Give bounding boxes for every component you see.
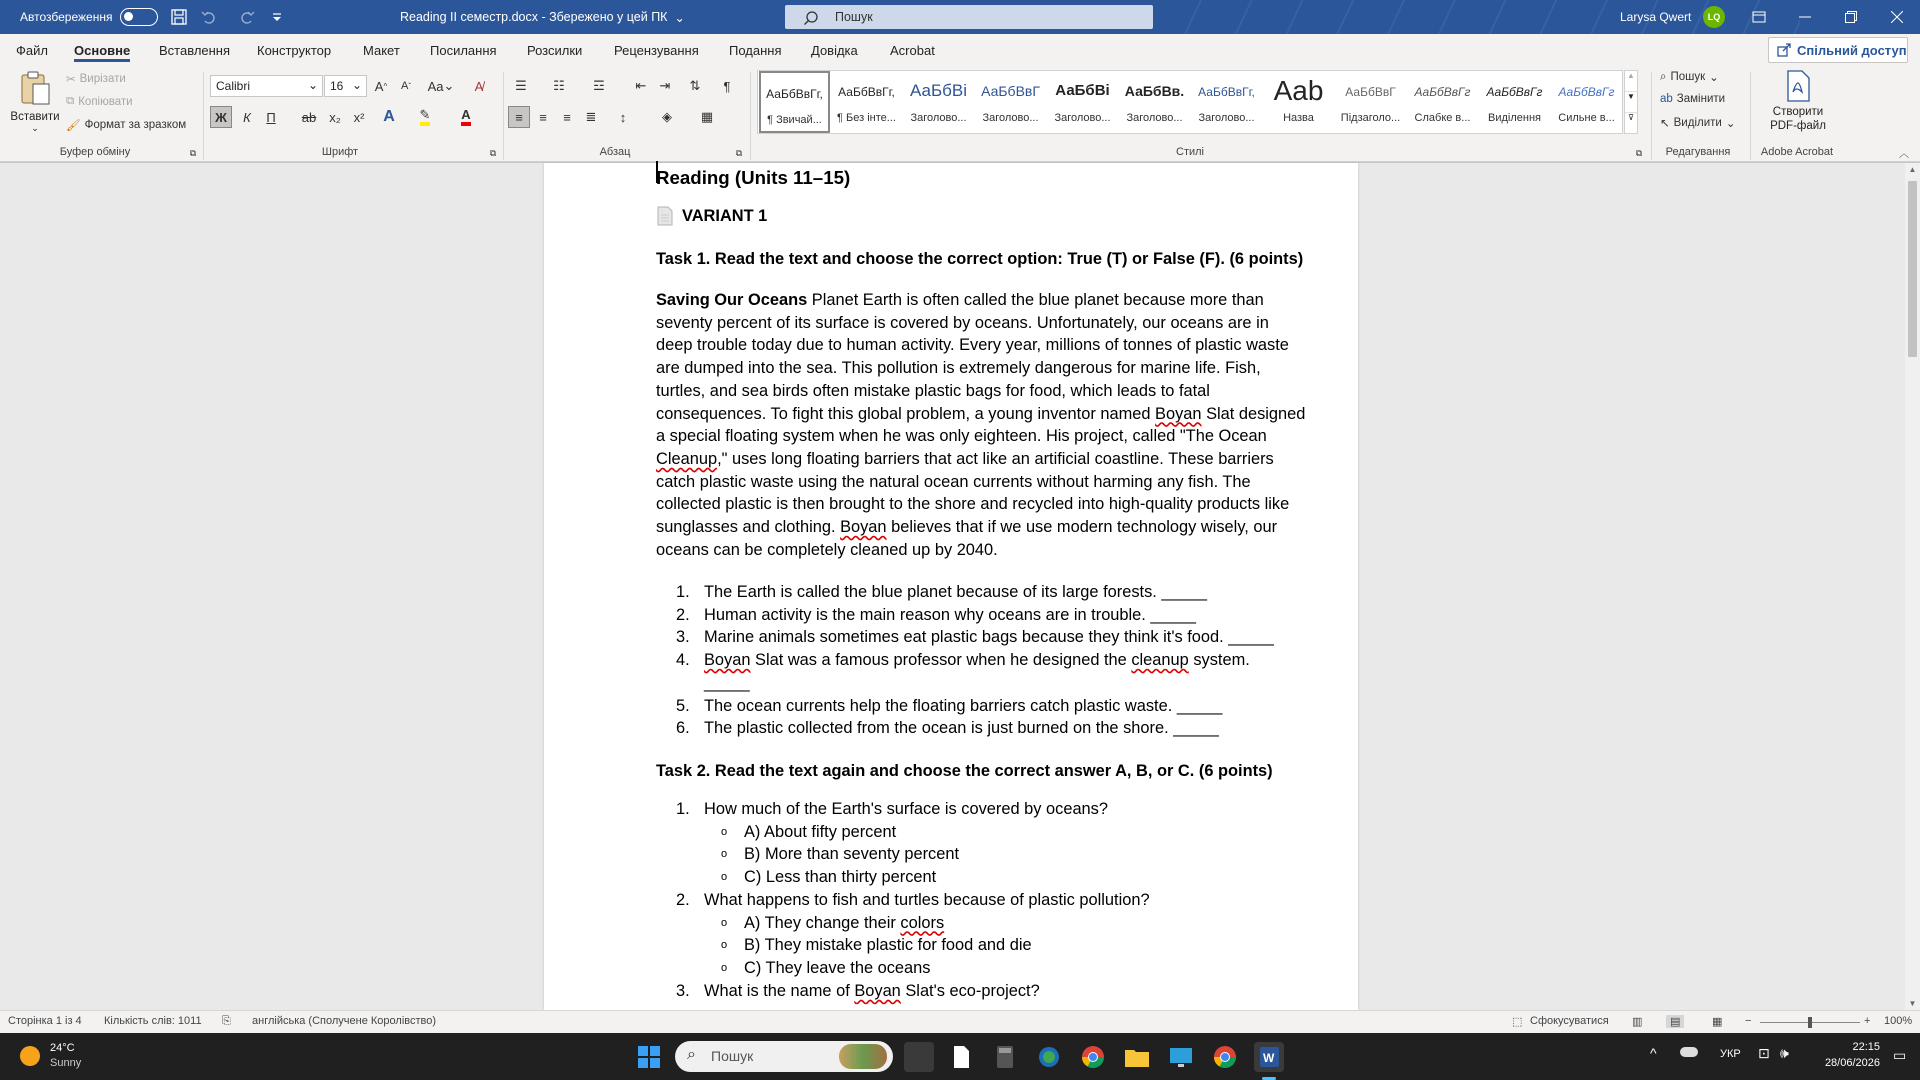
highlighter-icon: ✎ [420,108,431,126]
spelling-error[interactable]: Cleanup [656,449,718,468]
share-button[interactable] [1768,37,1908,63]
style-heading-3[interactable] [1047,71,1118,133]
paragraph-group-label: Абзац [599,146,631,158]
focus-icon[interactable]: ⬚ [1512,1016,1523,1028]
superscript-button[interactable] [348,106,370,128]
list-item-text: system. _____ [704,651,1250,692]
paste-label: Вставити [10,111,60,123]
tab-acrobat[interactable]: Acrobat [890,42,935,58]
article-text-2: Slat designed a special floating system when he was only eighteen. His project, called "The Ocean [656,404,1306,446]
minimize-icon [1799,16,1811,18]
calculator-app-icon [990,1042,1020,1072]
list-item-text: The plastic collected from the ocean is just burned on the shore. _____ [704,719,1219,738]
chevron-down-icon[interactable]: ▼ [1625,92,1637,113]
style-heading-5[interactable] [1191,71,1262,133]
strikethrough-button[interactable] [298,106,320,128]
volume-icon[interactable]: 🕪 [1780,1045,1789,1061]
option-text: B) More than seventy percent [744,845,960,864]
styles-gallery-scroll[interactable] [1624,70,1638,134]
list-number: 1. [676,583,690,601]
taskbar-search-placeholder: Пошук [711,1048,754,1064]
title-bar [0,0,1920,34]
chevron-up-icon[interactable]: ▲ [1625,71,1637,92]
style-preview: АаБбВвГг [1414,85,1471,99]
italic-button[interactable] [236,106,258,128]
minimize-button[interactable] [1782,0,1828,34]
style-intense-emphasis[interactable] [1551,71,1622,133]
tab-references[interactable]: Посилання [430,42,497,58]
task2-heading: Task 2. Read the text again and choose the correct answer A, B, or C. (6 points) [656,762,1273,780]
option-text: C) They leave the oceans [744,958,931,977]
list-item-text: The Earth is called the blue planet because of its large forests. _____ [704,583,1207,601]
strikethrough-label: ab [301,109,317,125]
chevron-down-icon: ⌄ [1725,118,1736,130]
zoom-in-icon[interactable]: + [1864,1015,1871,1027]
taskbar-search[interactable] [675,1041,893,1072]
network-icon[interactable]: ⊡ [1758,1045,1770,1061]
font-group-label: Шрифт [321,146,359,158]
style-name: Слабке в... [1414,112,1471,124]
option [676,957,1306,980]
copy-button[interactable] [66,95,133,108]
find-button[interactable] [1660,70,1719,84]
option [676,912,1306,935]
option-text: C) Less than thirty percent [744,868,937,887]
document-page[interactable] [544,163,1358,1010]
font-color-icon: A [461,108,470,126]
customize-qat-icon[interactable] [268,8,286,26]
autosave-label: Автозбереження [20,10,113,24]
style-name: Назва [1283,112,1314,124]
tab-layout[interactable]: Макет [363,42,400,58]
web-layout-icon[interactable]: ▦ [1712,1016,1723,1028]
question [676,980,1306,1003]
list-item [676,581,1306,604]
page-count[interactable]: Сторінка 1 із 4 [8,1015,82,1027]
editing-group-label: Редагування [1665,146,1731,158]
borders-icon[interactable]: ▦ [700,109,714,124]
dialog-launcher-icon[interactable]: ⧉ [489,147,497,158]
document-icon [656,206,674,226]
paintbrush-icon: 🖌 [66,120,81,132]
question-text: How much of the Earth's surface is covered by oceans? [704,800,1108,818]
group-divider [1651,72,1652,160]
tab-mailings[interactable]: Розсилки [527,42,583,58]
style-name: Заголово... [982,112,1039,124]
spelling-error[interactable]: cleanup [1131,651,1189,670]
language-indicator[interactable]: УКР [1720,1048,1741,1060]
underline-label: П [266,109,276,125]
copy-label: Копіювати [78,95,133,108]
taskbar [0,1033,1920,1080]
redo-icon[interactable] [238,8,256,26]
bullet-icon: o [721,825,728,838]
align-right-icon[interactable]: ≡ [563,109,571,125]
style-name: Заголово... [1054,112,1111,124]
sun-icon[interactable] [20,1046,40,1066]
ribbon [0,66,1920,162]
user-name[interactable]: Larysa Qwert [1620,10,1692,24]
style-heading-4[interactable] [1119,71,1190,133]
question-text: Slat's eco-project? [900,981,1040,1000]
shading-icon[interactable]: ◈ [662,109,672,124]
increase-indent-icon[interactable]: ⇥ [659,78,671,93]
language-indicator[interactable]: англійська (Сполучене Королівство) [252,1015,437,1027]
windows-icon [634,1042,664,1072]
style-name: Заголово... [910,112,967,124]
start-button[interactable] [634,1042,664,1072]
article-paragraph [656,289,1306,561]
bold-label: Ж [215,109,227,125]
bold-button[interactable] [210,106,232,128]
shrink-font-button[interactable]: A ˇ [400,80,411,92]
vertical-scrollbar[interactable] [1905,163,1920,1010]
file-icon[interactable] [946,1042,976,1072]
autosave-toggle[interactable] [120,8,158,26]
chevron-up-icon[interactable]: ^ [1650,1045,1657,1061]
replace-label: Замінити [1676,93,1726,105]
chrome-icon[interactable] [1210,1042,1240,1072]
option-text: B) They mistake plastic for food and die [744,936,1032,955]
list-number: 1. [676,800,690,818]
style-preview: АаБбВвГ [981,83,1040,99]
dialog-launcher-icon[interactable]: ⧉ [1635,147,1643,158]
style-heading-1[interactable] [903,71,974,133]
create-pdf-label: Створити PDF-файл [1770,106,1826,132]
scroll-down-icon[interactable]: ▼ [1908,999,1917,1008]
style-name: ¶ Без інте... [837,112,896,124]
folder-icon [1122,1042,1152,1072]
clear-formatting-icon[interactable]: A̸ [474,78,484,94]
clock-date[interactable]: 28/06/2026 [1824,1057,1880,1069]
scissors-icon: ✂ [66,74,76,86]
list-item-text: Human activity is the main reason why oceans are in trouble. _____ [704,605,1196,624]
list-number: 4. [676,651,690,670]
multilevel-list-icon[interactable]: ☲ [593,78,605,93]
ribbon-display-icon [1752,11,1766,23]
spelling-error[interactable]: Boyan [704,651,751,670]
chevron-down-icon: ⌄ [31,123,39,133]
change-case-button[interactable]: Aa ⌄ [427,78,455,94]
replace-icon: ab [1660,93,1673,105]
chrome-icon[interactable] [1078,1042,1108,1072]
style-name: Виділення [1488,112,1541,124]
font-name-combo[interactable] [210,75,323,97]
document-title[interactable] [400,0,685,34]
style-subtitle[interactable] [1335,71,1406,133]
style-preview: АаБбВвГг, [1198,85,1255,99]
chevron-down-icon: ⌄ [1709,72,1719,84]
style-preview: АаБбВі [1055,82,1110,99]
variant-label: VARIANT 1 [682,207,768,225]
option-text: A) About fifty percent [744,822,897,841]
tab-view[interactable]: Подання [729,42,782,58]
tab-home[interactable]: Основне [74,34,130,66]
text-effects-icon[interactable]: A [383,108,395,125]
dialog-launcher-icon[interactable]: ⧉ [735,147,743,158]
article-text-4: believes that if we use modern technology wisely, our oceans can be completely cleaned up by 2040. [656,518,1278,559]
numbering-icon[interactable]: ☷ [553,78,565,93]
list-item [676,695,1306,718]
style-preview: АаБбВі [910,81,967,100]
bullet-icon: o [721,916,728,929]
restore-icon [1845,11,1857,23]
list-number: 5. [676,696,690,715]
file-explorer-icon[interactable] [1122,1042,1152,1072]
find-label: Пошук [1670,71,1706,83]
grow-font-button[interactable]: A ^ [374,78,388,94]
style-no-spacing[interactable] [831,71,902,133]
style-name: Заголово... [1126,112,1183,124]
create-pdf-button[interactable] [1760,70,1836,133]
subscript-label: x₂ [329,109,341,125]
align-left-icon[interactable]: ≡ [508,106,530,128]
list-number: 6. [676,719,690,738]
list-item-text: Marine animals sometimes eat plastic bags because they think it's food. _____ [704,628,1274,647]
clock-time[interactable]: 22:15 [1852,1041,1880,1053]
document-title-heading: Reading (Units 11–15) [656,167,851,188]
paste-icon [19,70,51,106]
task-view-icon[interactable] [904,1042,934,1072]
list-item [676,604,1306,627]
expand-gallery-icon[interactable]: ⊽ [1628,113,1634,122]
list-number: 2. [676,605,690,624]
list-item [676,626,1306,649]
chrome-app-icon [1078,1042,1108,1072]
svg-text:W: W [1263,1051,1275,1065]
list-number: 2. [676,890,690,909]
cloud-icon[interactable] [1680,1047,1698,1057]
word-app-icon[interactable] [1254,1042,1284,1072]
close-icon [1891,11,1903,23]
article-text-3: ," uses long floating barriers that act like an artificial coastline. These barriers catch plastic waste using the natural ocean currents without harming any fish. The collected plastic is then brought to the shore and recycled into high-quality products like sunglasses and clothing. [656,449,1290,537]
chevron-down-icon: ⌄ [307,78,318,92]
chevron-down-icon: ⌄ [674,10,685,25]
style-preview: Aab [1273,75,1324,106]
article-text-1: Planet Earth is often called the blue planet because more than seventy percent of its surface is covered by oceans. Unfortunately, our oceans are in deep trouble today due to human activity. Every year, millions of tonnes of plastic waste are dumped into the sea. This pollution is extremely dangerous for marine life. Fish, turtles, and sea birds often mistake plastic bags for food, which leads to fatal consequences. To fight this global problem, a young inventor named [656,291,1289,423]
question [676,889,1306,912]
desktop-app-icon[interactable] [1166,1042,1196,1072]
option [676,821,1306,844]
question-text: What is the name of [704,981,855,1000]
pdf-icon [1783,70,1813,102]
bullet-icon: o [721,848,728,861]
ribbon-tabs [0,34,1920,66]
font-color-button[interactable] [455,106,477,128]
group-divider [203,72,204,160]
cut-button[interactable] [66,72,126,86]
share-label: Спільний доступ [1797,42,1907,58]
globe-app-icon[interactable] [1034,1042,1064,1072]
subscript-button[interactable] [324,106,346,128]
scrollbar-thumb[interactable] [1908,181,1917,357]
italic-label: К [243,109,251,125]
tab-insert[interactable]: Вставлення [159,42,231,58]
focus-button[interactable]: Сфокусуватися [1530,1015,1609,1027]
format-painter-button[interactable] [66,118,186,132]
group-divider [503,72,504,160]
restore-button[interactable] [1828,0,1874,34]
collapse-ribbon-icon[interactable]: ︿ [1899,148,1909,160]
pilcrow-icon[interactable]: ¶ [723,78,731,94]
style-preview: АаБбВвГ [1345,85,1396,99]
decrease-indent-icon[interactable]: ⇤ [635,78,647,93]
proofing-icon[interactable]: ⎘ [222,1015,231,1027]
search-placeholder: Пошук [835,10,873,24]
document-app-icon [946,1042,976,1072]
cut-label: Вирізати [79,73,126,85]
calculator-icon[interactable] [990,1042,1020,1072]
group-divider [750,72,751,160]
justify-icon[interactable]: ≣ [585,109,597,124]
style-name: Сильне в... [1558,112,1615,124]
styles-gallery [757,70,1623,134]
style-preview: АаБбВвГг, [766,87,823,101]
spelling-error[interactable]: Boyan [1155,404,1202,423]
style-name: Підзаголо... [1340,112,1401,124]
option [676,866,1306,889]
copy-icon: ⧉ [66,95,75,107]
styles-group-label: Стилі [1176,146,1204,158]
font-size-value: 16 [330,79,344,93]
article-title: Saving Our Oceans [656,291,808,309]
weather-desc[interactable]: Sunny [50,1057,82,1069]
monitor-icon [1166,1042,1196,1072]
search-box[interactable] [785,5,1153,29]
option [676,843,1306,866]
globe-icon [1034,1042,1064,1072]
bullet-icon: o [721,961,728,974]
select-label: Виділити [1673,117,1722,129]
acrobat-group-label: Adobe Acrobat [1760,146,1834,158]
tab-help[interactable]: Довідка [811,42,858,58]
task2-list [676,798,1306,1002]
format-painter-label: Формат за зразком [84,119,187,131]
document-title-text: Reading II семестр.docx - Збережено у цей ПК [400,10,668,24]
align-center-icon[interactable]: ≡ [539,109,547,125]
tab-review[interactable]: Рецензування [614,42,699,58]
clipboard-group-label: Буфер обміну [59,146,131,158]
word-icon [1254,1042,1284,1072]
search-icon: ⌕ [687,1046,696,1063]
ribbon-display-options-button[interactable] [1736,0,1782,34]
avatar[interactable]: LQ [1703,6,1725,28]
dialog-launcher-icon[interactable]: ⧉ [189,147,197,158]
shrink-font-label: A [400,80,409,92]
zoom-level[interactable]: 100% [1884,1015,1913,1027]
style-name: Заголово... [1198,112,1255,124]
undo-icon[interactable] [200,8,218,26]
spelling-error[interactable]: Boyan [840,518,887,537]
zoom-slider-thumb[interactable] [1808,1017,1812,1028]
read-mode-icon[interactable]: ▥ [1632,1016,1643,1028]
paste-button[interactable] [10,70,60,140]
save-icon[interactable] [170,8,188,26]
print-layout-icon[interactable]: ▤ [1666,1015,1684,1028]
list-item-text: Slat was a famous professor when he designed the [755,651,1132,670]
task1-heading: Task 1. Read the text and choose the correct option: True (T) or False (F). (6 points) [656,250,1304,268]
list-number: 3. [676,628,690,647]
style-subtle-emphasis[interactable] [1407,71,1478,133]
close-button[interactable] [1874,0,1920,34]
style-name: ¶ Звичай... [767,114,822,126]
scroll-up-icon[interactable]: ▲ [1908,165,1917,174]
list-number: 3. [676,981,690,1000]
share-icon [1777,43,1791,57]
variant-line [656,205,767,228]
style-normal[interactable] [759,71,830,133]
style-preview: АаБбВвГг [1558,85,1615,99]
word-count[interactable]: Кількість слів: 1011 [104,1015,202,1027]
style-heading-2[interactable] [975,71,1046,133]
search-highlight-image [839,1044,887,1069]
bullet-icon: o [721,871,728,884]
underline-button[interactable] [260,106,282,128]
chevron-down-icon: ⌄ [351,78,362,92]
question [676,798,1306,821]
line-spacing-icon[interactable]: ↕ [619,109,627,125]
list-item [676,649,1306,694]
font-name-value: Calibri [216,79,251,93]
bullet-icon: o [721,939,728,952]
style-preview: АаБбВвГг [1486,85,1543,99]
superscript-label: x² [353,109,365,125]
search-icon [803,10,819,26]
status-bar [0,1010,1920,1033]
spelling-error[interactable]: colors [900,913,945,932]
document-canvas[interactable] [0,163,1905,1010]
bullets-icon[interactable]: ☰ [515,78,527,93]
option [676,934,1306,957]
question-text: What happens to fish and turtles because of plastic pollution? [704,890,1150,909]
replace-button[interactable] [1660,93,1725,105]
notifications-icon[interactable]: ▭ [1893,1047,1907,1063]
sort-icon[interactable]: ⇅ [689,78,701,93]
select-button[interactable] [1660,116,1735,130]
group-divider [1750,72,1751,160]
search-icon: ⌕ [1660,70,1667,83]
cursor-icon: ↖ [1660,118,1670,130]
font-size-combo[interactable] [324,75,367,97]
weather-temp[interactable]: 24°C [50,1042,75,1054]
option-text: A) They change their [744,913,896,932]
tab-design[interactable]: Конструктор [257,42,332,58]
style-title[interactable] [1263,71,1334,133]
list-item [676,717,1306,740]
grow-font-label: A [374,78,384,94]
style-preview: АаБбВвГг, [838,85,895,99]
spelling-error[interactable]: Boyan [854,981,901,1000]
highlight-color-button[interactable] [414,106,436,128]
list-item-text: The ocean currents help the floating barriers catch plastic waste. _____ [704,696,1223,715]
task1-list [676,581,1306,740]
tab-file[interactable]: Файл [16,42,48,58]
style-preview: АаБбВв. [1124,83,1185,99]
zoom-out-icon[interactable]: − [1745,1015,1752,1027]
chrome-app-icon [1210,1042,1240,1072]
change-case-label: Aa [427,78,444,94]
style-emphasis[interactable] [1479,71,1550,133]
